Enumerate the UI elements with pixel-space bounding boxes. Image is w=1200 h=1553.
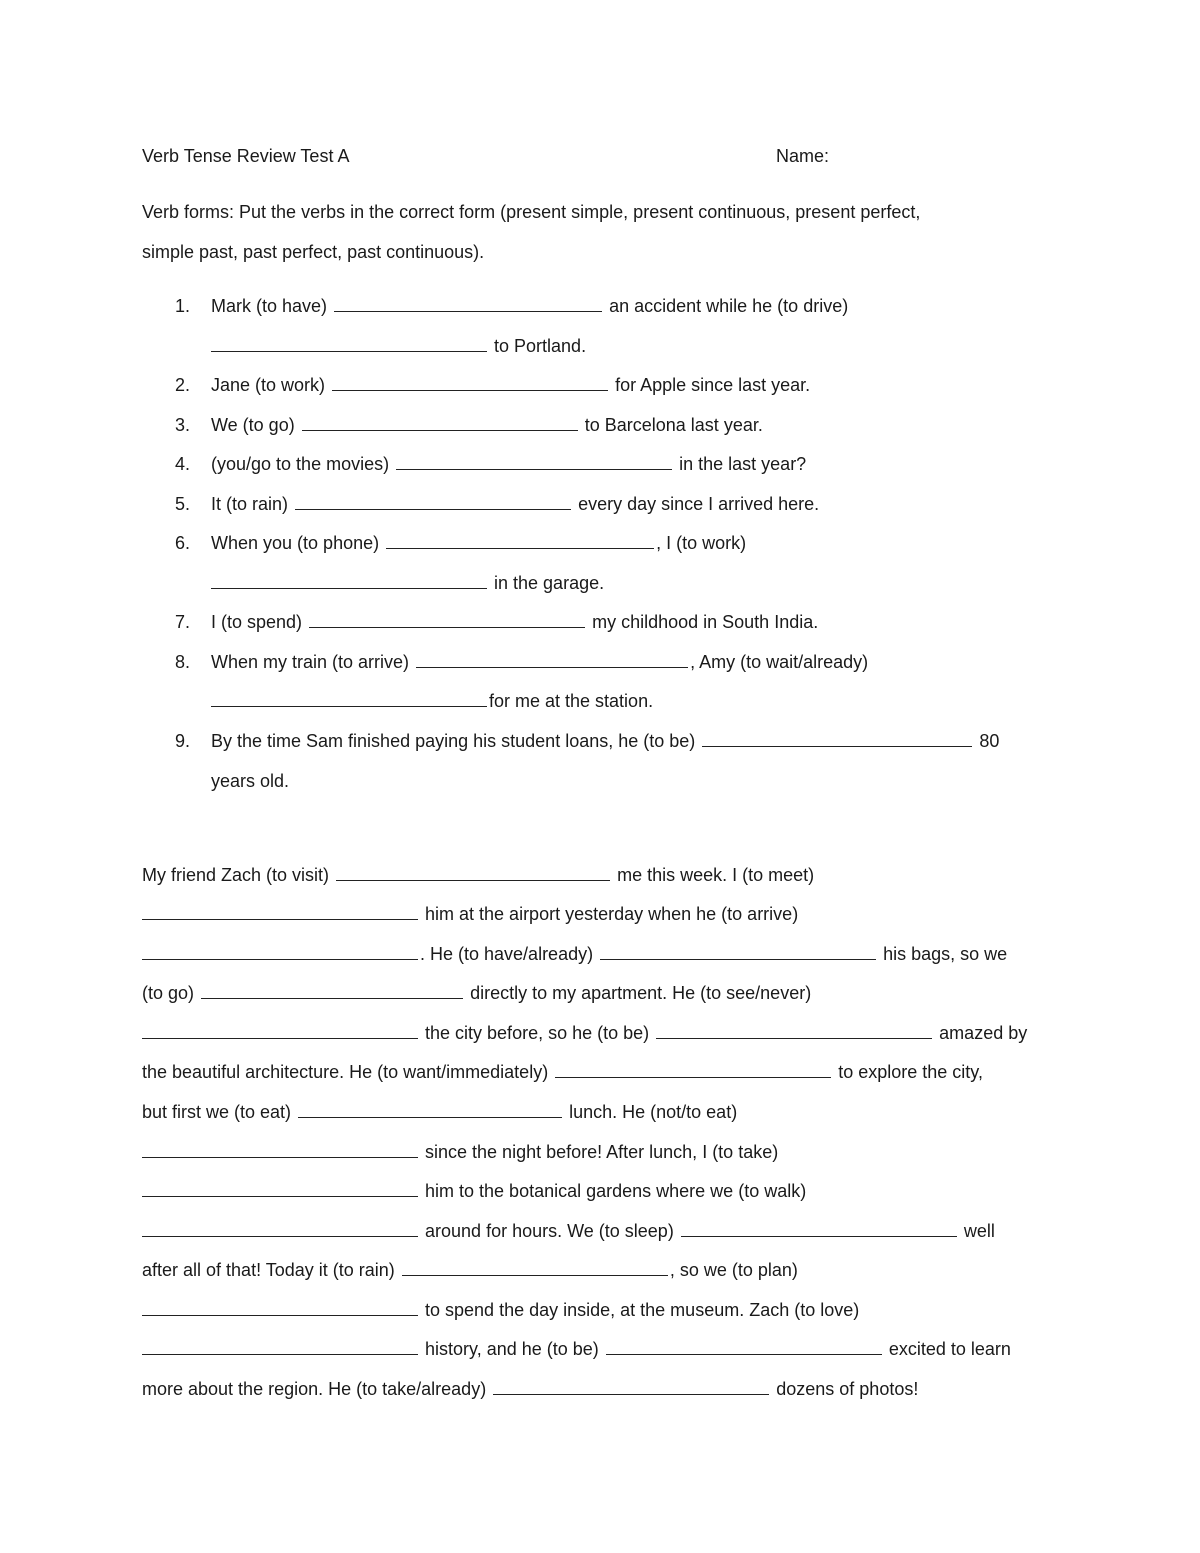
- answer-blank[interactable]: [396, 452, 672, 470]
- list-item: [211, 531, 746, 555]
- name-label: Name:: [776, 146, 830, 166]
- answer-blank[interactable]: [702, 729, 972, 747]
- item-text: Jane (to work): [211, 375, 326, 395]
- paragraph-text: , so we (to plan): [669, 1260, 798, 1280]
- paragraph-text: him at the airport yesterday when he (to arrive): [425, 904, 799, 924]
- worksheet-title: Verb Tense Review Test A: [142, 146, 350, 166]
- answer-blank[interactable]: [681, 1219, 957, 1237]
- item-number: 4.: [175, 454, 191, 474]
- item-text: , I (to work): [656, 533, 747, 553]
- paragraph-line: [142, 1060, 983, 1084]
- instructions-line-1: Verb forms: Put the verbs in the correct form (present simple, present continuous, present perfect,: [142, 202, 921, 222]
- item-text: Mark (to have): [211, 296, 328, 316]
- instructions-line-2: simple past, past perfect, past continuous).: [142, 242, 485, 262]
- answer-blank[interactable]: [142, 1337, 418, 1355]
- item-text: to Portland.: [494, 336, 587, 356]
- paragraph-text: after all of that! Today it (to rain): [142, 1260, 395, 1280]
- paragraph-text: lunch. He (not/to eat): [569, 1102, 738, 1122]
- paragraph-text: . He (to have/already): [420, 944, 594, 964]
- item-text: (you/go to the movies): [211, 454, 390, 474]
- paragraph-line: [142, 902, 798, 926]
- answer-blank[interactable]: [416, 650, 688, 668]
- item-text: an accident while he (to drive): [609, 296, 849, 316]
- list-item: [211, 492, 819, 516]
- paragraph-text: since the night before! After lunch, I (to take): [425, 1142, 779, 1162]
- answer-blank[interactable]: [298, 1100, 562, 1118]
- answer-blank[interactable]: [142, 1021, 418, 1039]
- list-item-continuation: [211, 334, 586, 358]
- answer-blank[interactable]: [336, 863, 610, 881]
- item-text: , Amy (to wait/already): [690, 652, 869, 672]
- list-item: [211, 452, 806, 476]
- list-item: [211, 729, 999, 753]
- item-text: By the time Sam finished paying his student loans, he (to be): [211, 731, 696, 751]
- answer-blank[interactable]: [656, 1021, 932, 1039]
- answer-blank[interactable]: [211, 334, 487, 352]
- paragraph-line: [142, 863, 814, 887]
- paragraph-text: to spend the day inside, at the museum. Zach (to love): [425, 1300, 860, 1320]
- item-text: every day since I arrived here.: [578, 494, 820, 514]
- item-text: 80: [979, 731, 1000, 751]
- answer-blank[interactable]: [211, 689, 487, 707]
- paragraph-text: excited to learn: [888, 1339, 1011, 1359]
- item-text: in the garage.: [494, 573, 605, 593]
- list-item-continuation: [211, 689, 653, 713]
- answer-blank[interactable]: [402, 1258, 668, 1276]
- list-item: [211, 294, 848, 318]
- paragraph-text: amazed by: [939, 1023, 1028, 1043]
- paragraph-text: history, and he (to be): [425, 1339, 599, 1359]
- item-number: 5.: [175, 494, 191, 514]
- item-number: 9.: [175, 731, 191, 751]
- answer-blank[interactable]: [309, 610, 585, 628]
- item-number: 8.: [175, 652, 191, 672]
- item-text: my childhood in South India.: [592, 612, 819, 632]
- paragraph-line: [142, 1377, 918, 1401]
- answer-blank[interactable]: [386, 531, 654, 549]
- list-item: [211, 650, 868, 674]
- answer-blank[interactable]: [142, 942, 418, 960]
- item-text: in the last year?: [679, 454, 807, 474]
- paragraph-line: [142, 942, 1007, 966]
- paragraph-line: [142, 1140, 778, 1164]
- paragraph-text: My friend Zach (to visit): [142, 865, 330, 885]
- paragraph-line: [142, 1100, 737, 1124]
- paragraph-text: more about the region. He (to take/already): [142, 1379, 487, 1399]
- answer-blank[interactable]: [142, 1140, 418, 1158]
- answer-blank[interactable]: [555, 1060, 831, 1078]
- item-number: 3.: [175, 415, 191, 435]
- answer-blank[interactable]: [201, 981, 463, 999]
- item-number: 7.: [175, 612, 191, 632]
- list-item: [211, 373, 810, 397]
- paragraph-text: the beautiful architecture. He (to want/immediately): [142, 1062, 549, 1082]
- item-text: It (to rain): [211, 494, 289, 514]
- item-text: for Apple since last year.: [615, 375, 811, 395]
- paragraph-line: [142, 1337, 1011, 1361]
- answer-blank[interactable]: [302, 413, 578, 431]
- paragraph-line: [142, 1298, 859, 1322]
- answer-blank[interactable]: [142, 1179, 418, 1197]
- answer-blank[interactable]: [606, 1337, 882, 1355]
- paragraph-text: directly to my apartment. He (to see/never): [470, 983, 812, 1003]
- item-number: 6.: [175, 533, 191, 553]
- list-item-continuation: [211, 571, 604, 595]
- answer-blank[interactable]: [142, 902, 418, 920]
- paragraph-text: (to go): [142, 983, 195, 1003]
- paragraph-text: around for hours. We (to sleep): [425, 1221, 674, 1241]
- answer-blank[interactable]: [334, 294, 602, 312]
- paragraph-text: the city before, so he (to be): [425, 1023, 650, 1043]
- paragraph-line: [142, 1219, 995, 1243]
- paragraph-text: to explore the city,: [838, 1062, 983, 1082]
- answer-blank[interactable]: [211, 571, 487, 589]
- answer-blank[interactable]: [600, 942, 876, 960]
- paragraph-text: his bags, so we: [883, 944, 1008, 964]
- paragraph-line: [142, 1179, 806, 1203]
- answer-blank[interactable]: [142, 1298, 418, 1316]
- paragraph-line: [142, 981, 811, 1005]
- answer-blank[interactable]: [142, 1219, 418, 1237]
- item-number: 1.: [175, 296, 191, 316]
- paragraph-text: him to the botanical gardens where we (to walk): [425, 1181, 807, 1201]
- paragraph-line: [142, 1021, 1027, 1045]
- paragraph-text: well: [963, 1221, 995, 1241]
- paragraph-text: me this week. I (to meet): [617, 865, 815, 885]
- paragraph-text: but first we (to eat): [142, 1102, 292, 1122]
- item-text: When you (to phone): [211, 533, 380, 553]
- answer-blank[interactable]: [332, 373, 608, 391]
- list-item-continuation: years old.: [211, 771, 290, 791]
- paragraph-text: dozens of photos!: [776, 1379, 919, 1399]
- item-text: I (to spend): [211, 612, 303, 632]
- item-text: When my train (to arrive): [211, 652, 410, 672]
- item-text: for me at the station.: [489, 691, 654, 711]
- list-item: [211, 413, 763, 437]
- item-number: 2.: [175, 375, 191, 395]
- item-text: We (to go): [211, 415, 295, 435]
- answer-blank[interactable]: [295, 492, 571, 510]
- answer-blank[interactable]: [493, 1377, 769, 1395]
- item-text: to Barcelona last year.: [584, 415, 763, 435]
- list-item: [211, 610, 818, 634]
- paragraph-line: [142, 1258, 798, 1282]
